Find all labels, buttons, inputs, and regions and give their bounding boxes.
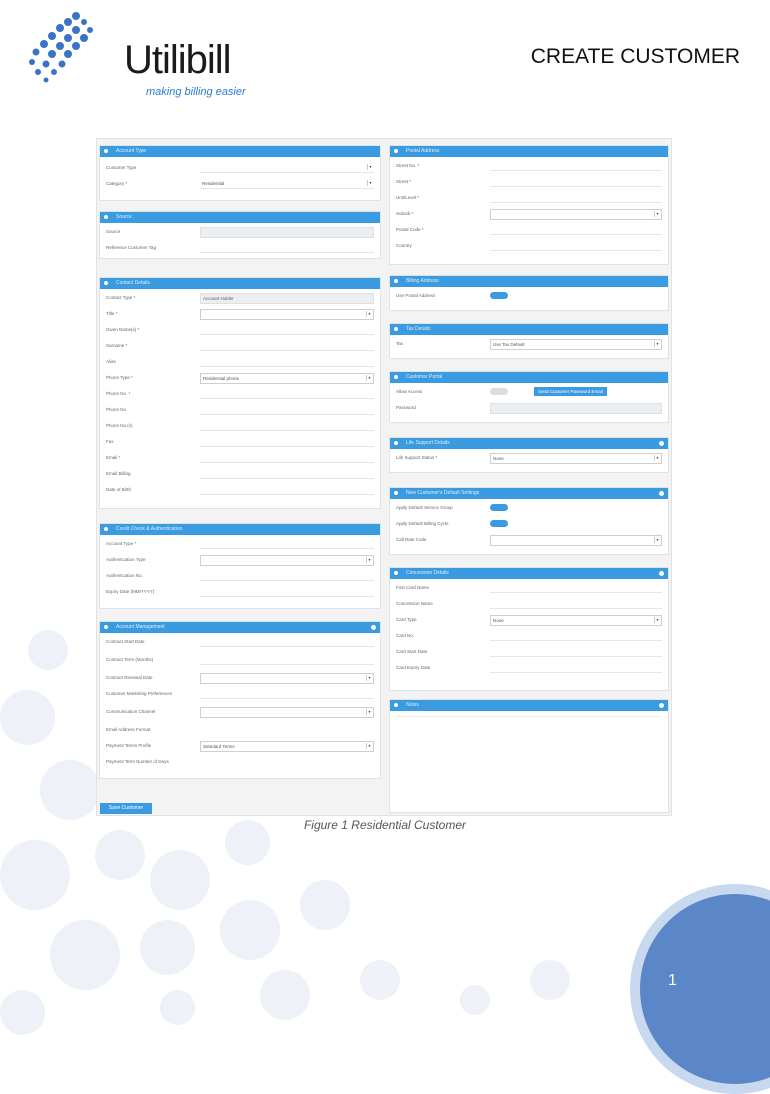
phone-input-3[interactable] [200,421,374,431]
decor-bubble [0,990,45,1035]
email-billing-input[interactable] [200,469,374,479]
decor-bubble [260,970,310,1020]
renewal-select[interactable]: ▾ [200,673,374,684]
panel-header: Account Type [100,146,380,157]
panel-header: Billing Address [390,276,668,287]
page-number: 1 [668,972,677,989]
form-row: Category * Residential ▾ [106,178,374,190]
collapse-icon [659,491,664,496]
source-field[interactable] [200,227,374,238]
form-row: Email Billing [106,468,374,480]
panel-header: Contact Details [100,278,380,289]
title-select[interactable]: ▾ [200,309,374,320]
chevron-down-icon: ▾ [367,164,373,170]
logo-tagline: making billing easier [146,86,246,98]
street-input[interactable] [490,177,662,187]
decor-bubble [40,760,100,820]
form-row: Contact Type * Account Holder [106,292,374,304]
form-row: Customer Type ▾ [106,162,374,174]
panel-identity: Credit Check & Authentication Account Type * Authentication Type ▾ Authentication No. Expiry Date (MM/YYYY) [99,523,381,609]
panel-header: Concession Details [390,568,668,579]
card-start-input[interactable] [490,647,662,657]
panel-account-management: Account Management Contract Start Date Contract Term (Months) Contract Renewal Date ▾ Customer Marketing Preferences Communication Channel ▾ Email Address Format Payment Terms Profile Standard Terms ▾ Payment Term Number of Days [99,621,381,779]
panel-source [99,211,381,259]
country-input[interactable] [490,241,662,251]
form-row: Source [106,226,374,238]
given-name-input[interactable] [200,325,374,335]
panel-tax-details: Tax Details Tax Use Tax Default ▾ [389,323,669,359]
panel-billing-address: Billing Address Use Postal Address [389,275,669,311]
logo-wordmark: Utilibill [124,38,231,82]
contract-start-input[interactable] [200,637,374,647]
panel-new-customer-defaults: New Customer's Default Settings Apply Default Service Group Apply Default Billing Cycle Call Rate Code ▾ [389,487,669,555]
logo-dots-icon [24,8,104,94]
email-input[interactable] [200,453,374,463]
utilibill-logo [24,8,254,98]
panel-concession: Concession Details First Card Name Concession Name Card Type None ▾ Card No. Card Start Date Card Expiry Date [389,567,669,691]
form-row: Surname * [106,340,374,352]
panel-account-type [99,145,381,201]
account-type-input[interactable] [200,539,374,549]
form-row: Given Name(s) * [106,324,374,336]
decor-bubble [28,630,68,670]
service-group-toggle[interactable] [490,504,508,511]
contract-term-input[interactable] [200,655,374,665]
save-customer-button[interactable]: Save Customer [100,803,152,814]
alias-input[interactable] [200,357,374,367]
form-row: Phone Type * Residential phone ▾ [106,372,374,384]
notes-textarea[interactable] [396,716,662,806]
phone-input-2[interactable] [200,405,374,415]
concession-name-input[interactable] [490,599,662,609]
panel-postal-address: Postal Address Street No. * Street * Unit/Level * Suburb * ▾ Postal Code * Country [389,145,669,265]
postal-code-input[interactable] [490,225,662,235]
street-no-input[interactable] [490,161,662,171]
phone-input[interactable] [200,389,374,399]
panel-header: Account Management [100,622,380,633]
form-row: Phone No.(s) [106,420,374,432]
decor-bubble [530,960,570,1000]
card-type-select[interactable]: None ▾ [490,615,662,626]
phone-type-select[interactable]: Residential phone ▾ [200,373,374,384]
contact-type-field: Account Holder [200,293,374,304]
form-screenshot [96,138,672,816]
form-row: Reference Customer Tag [106,242,374,254]
collapse-icon [371,625,376,630]
card-no-input[interactable] [490,631,662,641]
decor-bubble [140,920,195,975]
call-rate-select[interactable]: ▾ [490,535,662,546]
comm-channel-select[interactable]: ▾ [200,707,374,718]
form-row: Title * ▾ [106,308,374,320]
password-field[interactable] [490,403,662,414]
panel-header: Source [100,212,380,223]
decor-bubble [220,900,280,960]
reference-tag-field[interactable] [200,243,374,253]
category-select[interactable]: Residential ▾ [200,179,374,189]
panel-header: Life Support Details [390,438,668,449]
marketing-pref-input[interactable] [200,689,374,699]
panel-header: Postal Address [390,146,668,157]
form-row: Phone No. * [106,388,374,400]
allow-access-toggle[interactable] [490,388,508,395]
auth-type-select[interactable]: ▾ [200,555,374,566]
dob-input[interactable] [200,485,374,495]
send-password-button[interactable]: Send Customer Password Email [534,387,607,396]
decor-bubble [160,990,195,1025]
decor-bubble [95,830,145,880]
customer-type-select[interactable] [200,163,374,173]
collapse-icon [659,703,664,708]
surname-input[interactable] [200,341,374,351]
panel-contact-details [99,277,381,509]
panel-header: New Customer's Default Settings [390,488,668,499]
chevron-down-icon: ▾ [367,180,373,186]
decor-bubble [0,690,55,745]
form-row: Alias [106,356,374,368]
panel-customer-portal: Customer Portal Allow Access Send Customer Password Email Password [389,371,669,423]
panel-header: Customer Portal [390,372,668,383]
panel-header: Notes [390,700,668,711]
form-row: Phone No. [106,404,374,416]
decor-bubble [50,920,120,990]
form-row: Date of Birth [106,484,374,496]
collapse-icon [659,571,664,576]
card-name-input[interactable] [490,583,662,593]
fax-input[interactable] [200,437,374,447]
suburb-select[interactable]: ▾ [490,209,662,220]
decor-bubble [0,840,70,910]
panel-notes [389,699,669,813]
document-title: CREATE CUSTOMER [530,45,740,68]
decor-bubble [460,985,490,1015]
card-expiry-input[interactable] [490,663,662,673]
panel-life-support: Life Support Details Life Support Status * None ▾ [389,437,669,473]
decor-bubble [360,960,400,1000]
form-row: Fax [106,436,374,448]
figure-caption: Figure 1 Residential Customer [303,818,467,832]
form-row: Email * [106,452,374,464]
unit-input[interactable] [490,193,662,203]
panel-header: Tax Details [390,324,668,335]
life-support-select[interactable]: None ▾ [490,453,662,464]
payment-terms-select[interactable]: Standard Terms ▾ [200,741,374,752]
tax-select[interactable]: Use Tax Default ▾ [490,339,662,350]
billing-cycle-toggle[interactable] [490,520,508,527]
collapse-icon [659,441,664,446]
decor-bubble [150,850,210,910]
use-postal-toggle[interactable] [490,292,508,299]
decor-bubble [300,880,350,930]
expiry-date-input[interactable] [200,587,374,597]
panel-header: Credit Check & Authentication [100,524,380,535]
auth-number-input[interactable] [200,571,374,581]
